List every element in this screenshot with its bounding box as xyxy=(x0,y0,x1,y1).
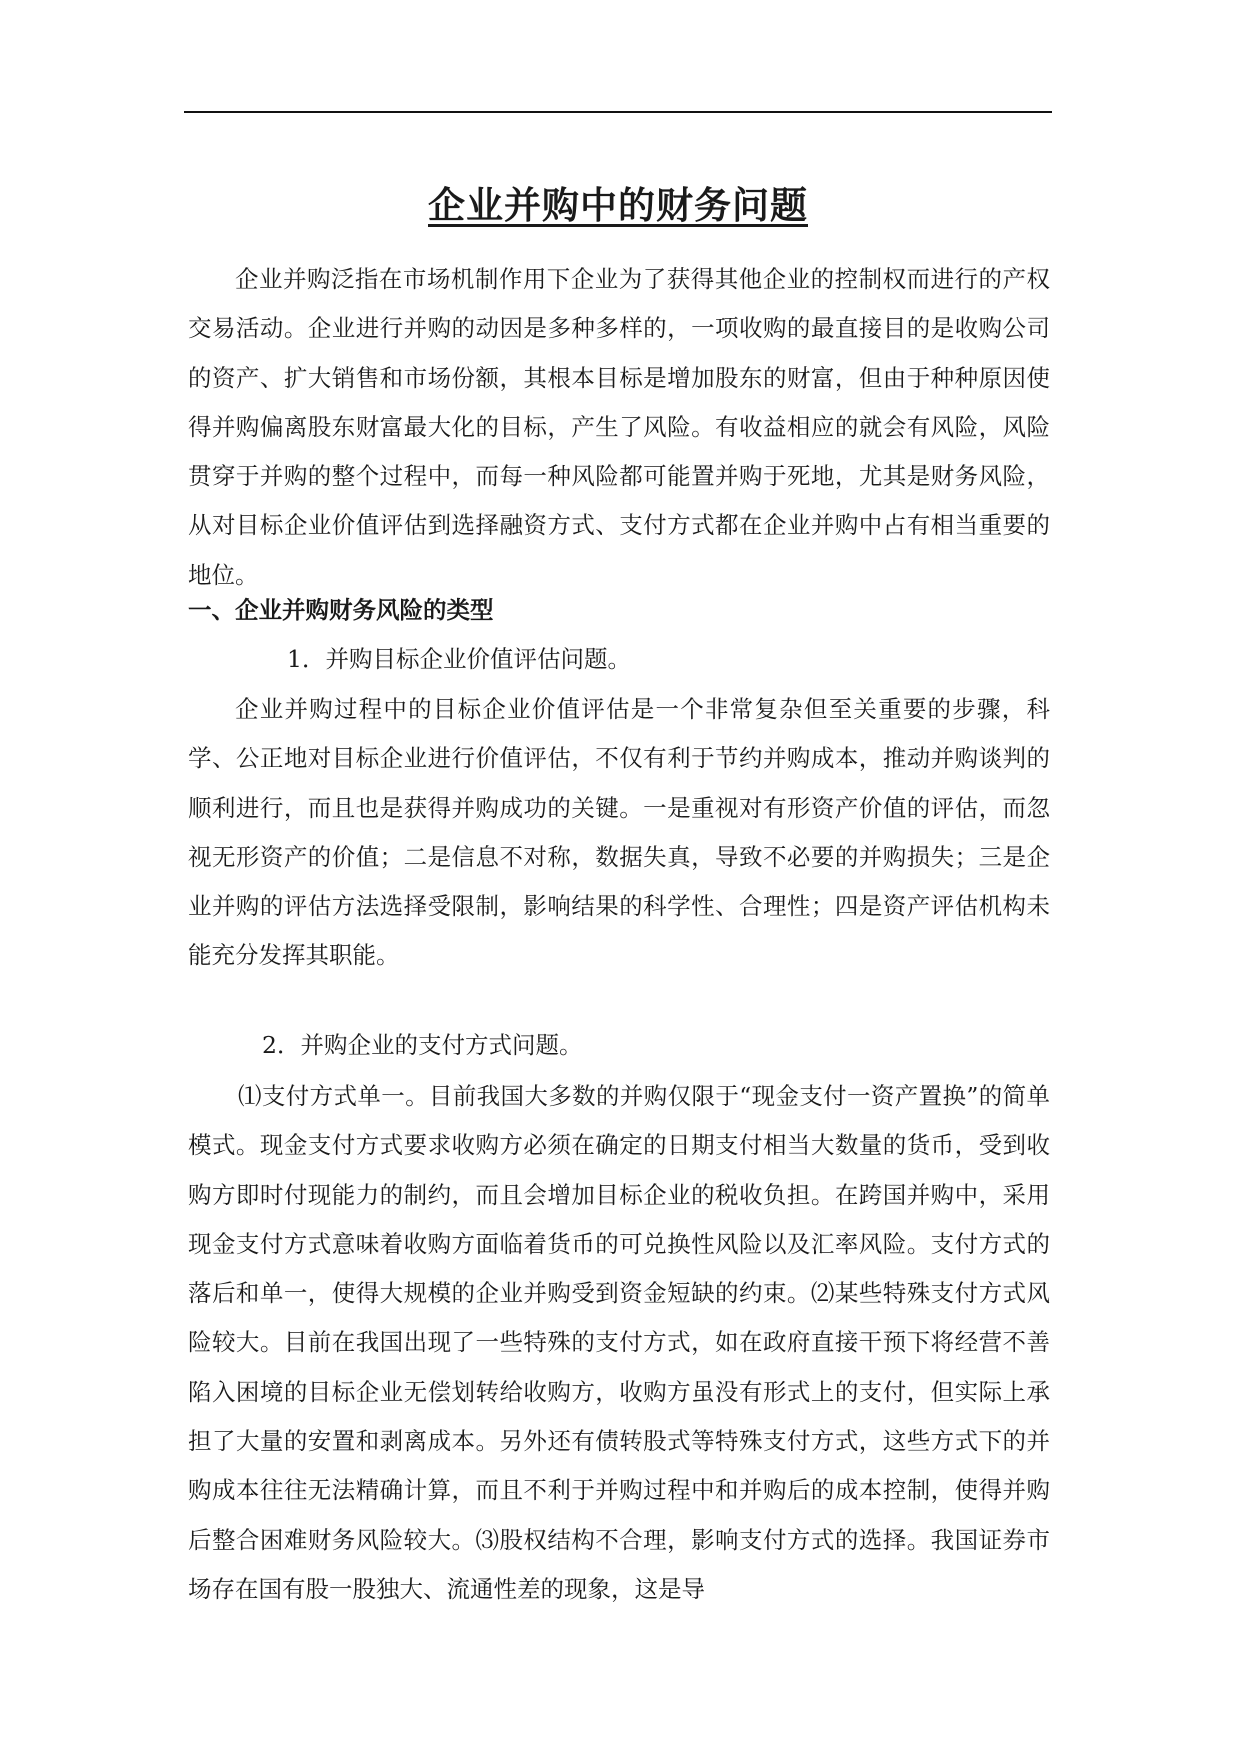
item1-heading: 1．并购目标企业价值评估问题。 xyxy=(287,645,631,673)
section-heading: 一、企业并购财务风险的类型 xyxy=(188,596,494,624)
item2-paragraph: ⑴支付方式单一。目前我国大多数的并购仅限于“现金支付一资产置换”的简单模式。现金支付方式要求收购方必须在确定的日期支付相当大数量的货币，受到收购方即时付现能力的制约，而且会增加目标企业的税收负担。在跨国并购中，采用现金支付方式意味着收购方面临着货币的可兑换性风险以及汇率风险。支付方式的落后和单一，使得大规模的企业并购受到资金短缺的约束。⑵某些特殊支付方式风险较大。目前在我国出现了一些特殊的支付方式，如在政府直接干预下将经营不善陷入困境的目标企业无偿划转给收购方，收购方虽没有形式上的支付，但实际上承担了大量的安置和剥离成本。另外还有债转股式等特殊支付方式，这些方式下的并购成本往往无法精确计算，而且不利于并购过程中和并购后的成本控制，使得并购后整合困难财务风险较大。⑶股权结构不合理，影响支付方式的选择。我国证券市场存在国有股一股独大、流通性差的现象，这是导 xyxy=(188,1082,1050,1603)
intro-paragraph: 企业并购泛指在市场机制作用下企业为了获得其他企业的控制权而进行的产权交易活动。企业进行并购的动因是多种多样的，一项收购的最直接目的是收购公司的资产、扩大销售和市场份额，其根本目标是增加股东的财富，但由于种种原因使得并购偏离股东财富最大化的目标，产生了风险。有收益相应的就会有风险，风险贯穿于并购的整个过程中，而每一种风险都可能置并购于死地，尤其是财务风险，从对目标企业价值评估到选择融资方式、支付方式都在企业并购中占有相当重要的地位。 xyxy=(188,265,1050,589)
document-title: 企业并购中的财务问题 xyxy=(428,183,808,227)
item1-paragraph: 企业并购过程中的目标企业价值评估是一个非常复杂但至关重要的步骤，科学、公正地对目标企业进行价值评估，不仅有利于节约并购成本，推动并购谈判的顺利进行，而且也是获得并购成功的关键。一是重视对有形资产价值的评估，而忽视无形资产的价值；二是信息不对称，数据失真，导致不必要的并购损失；三是企业并购的评估方法选择受限制，影响结果的科学性、合理性；四是资产评估机构未能充分发挥其职能。 xyxy=(188,695,1050,970)
header-rule xyxy=(184,111,1052,113)
item2-heading: 2．并购企业的支付方式问题。 xyxy=(262,1031,583,1059)
